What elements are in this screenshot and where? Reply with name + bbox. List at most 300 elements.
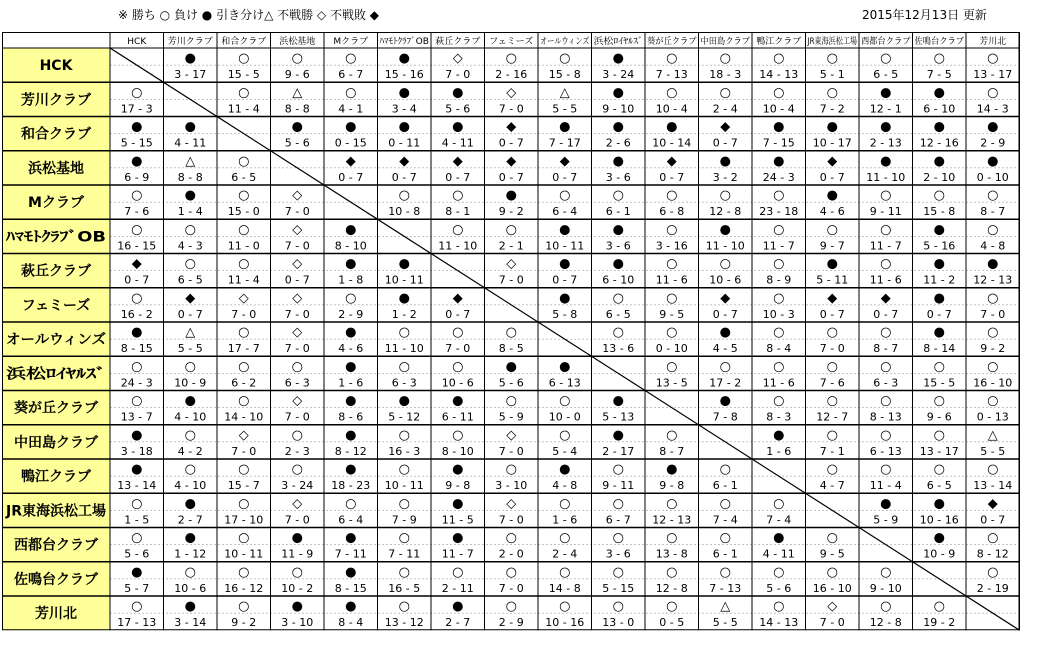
result-score: 6 - 5 (873, 68, 899, 81)
result-score: 5 - 6 (284, 136, 310, 150)
result-score: 6 - 11 (441, 410, 474, 424)
result-symbol: ○ (666, 599, 678, 614)
result-symbol: ○ (612, 564, 624, 580)
result-score: 7 - 0 (980, 307, 1006, 321)
result-symbol: ○ (987, 462, 999, 477)
team-name: 芳川北 (35, 606, 77, 623)
result-symbol: ○ (773, 599, 785, 614)
result-symbol: ○ (987, 393, 999, 409)
result-score: 11 - 5 (441, 513, 474, 527)
result-symbol: ◆ (666, 153, 677, 169)
result-score: 12 - 8 (709, 205, 742, 218)
result-score: 2 - 13 (869, 136, 902, 150)
column-header: JR東海浜松工場 (807, 37, 871, 47)
result-symbol: ○ (505, 564, 517, 580)
result-symbol: ○ (880, 599, 892, 614)
result-symbol: ○ (880, 188, 892, 203)
result-score: 10 - 11 (545, 239, 585, 253)
result-symbol: ○ (719, 256, 731, 272)
result-score: 7 - 0 (498, 513, 524, 527)
result-symbol: ○ (666, 530, 678, 546)
result-score: 13 - 6 (602, 342, 635, 355)
result-score: 13 - 17 (919, 444, 959, 458)
result-score: 7 - 0 (498, 444, 524, 458)
result-symbol: ○ (398, 325, 410, 340)
result-symbol: ● (612, 222, 624, 238)
result-score: 13 - 14 (973, 479, 1013, 492)
result-symbol: ○ (880, 564, 892, 580)
result-symbol: ○ (238, 153, 250, 169)
result-symbol: ◆ (452, 290, 463, 306)
result-symbol: ◆ (399, 153, 410, 169)
column-header: フェミーズ (489, 37, 534, 47)
result-score: 7 - 0 (819, 342, 845, 355)
result-score: 10 - 8 (388, 205, 421, 218)
result-symbol: ◆ (131, 256, 142, 272)
result-score: 14 - 10 (224, 410, 264, 424)
result-score: 11 - 0 (227, 239, 260, 253)
result-score: 8 - 3 (766, 410, 792, 424)
result-score: 5 - 13 (602, 410, 635, 424)
result-score: 2 - 9 (980, 136, 1006, 150)
result-symbol: ○ (184, 564, 196, 580)
result-score: 9 - 7 (819, 239, 845, 253)
result-symbol: ○ (612, 188, 624, 203)
result-symbol: ○ (131, 85, 143, 101)
result-symbol: ○ (880, 462, 892, 477)
result-score: 6 - 5 (177, 273, 203, 287)
result-score: 1 - 4 (177, 205, 203, 218)
result-symbol: ● (719, 153, 731, 169)
result-symbol: ○ (666, 51, 678, 66)
result-symbol: ○ (291, 564, 303, 580)
result-score: 8 - 8 (177, 170, 203, 184)
result-score: 5 - 16 (923, 239, 956, 253)
result-symbol: ● (452, 85, 464, 101)
result-score: 8 - 15 (334, 581, 367, 595)
result-score: 14 - 8 (548, 581, 581, 595)
result-symbol: ○ (773, 393, 785, 409)
result-symbol: △ (185, 325, 196, 340)
result-score: 5 - 12 (388, 410, 421, 424)
result-score: 0 - 7 (177, 307, 203, 321)
result-score: 11 - 10 (384, 342, 424, 355)
result-symbol: ○ (238, 599, 250, 614)
result-score: 3 - 6 (605, 239, 631, 253)
result-score: 6 - 1 (605, 205, 631, 218)
result-score: 7 - 13 (655, 68, 688, 81)
result-symbol: ○ (933, 427, 945, 443)
result-symbol: ● (773, 153, 785, 169)
result-score: 5 - 7 (124, 581, 150, 595)
result-score: 0 - 15 (334, 136, 367, 150)
result-symbol: ● (452, 462, 464, 477)
result-symbol: ● (505, 188, 517, 203)
result-symbol: ○ (505, 325, 517, 340)
result-symbol: ◇ (292, 290, 303, 306)
result-score: 0 - 7 (712, 136, 738, 150)
result-symbol: ○ (452, 564, 464, 580)
result-score: 10 - 11 (384, 273, 424, 287)
result-score: 2 - 9 (498, 616, 524, 629)
result-score: 2 - 17 (602, 444, 635, 458)
result-symbol: ● (666, 462, 678, 477)
result-symbol: ○ (826, 462, 838, 477)
result-symbol: ◇ (506, 85, 517, 101)
result-symbol: ● (933, 153, 945, 169)
result-score: 7 - 0 (284, 410, 310, 424)
result-symbol: ● (184, 393, 196, 409)
result-symbol: ● (184, 119, 196, 135)
result-symbol: ◇ (506, 496, 517, 512)
result-score: 24 - 3 (762, 170, 795, 184)
result-symbol: ○ (826, 530, 838, 546)
result-score: 17 - 3 (120, 102, 153, 116)
result-score: 9 - 6 (284, 68, 310, 81)
result-score: 23 - 18 (759, 205, 799, 218)
result-score: 5 - 4 (552, 444, 578, 458)
result-symbol: ○ (666, 496, 678, 512)
result-symbol: ○ (131, 496, 143, 512)
result-score: 2 - 1 (498, 239, 524, 253)
result-symbol: ○ (773, 496, 785, 512)
result-score: 8 - 9 (766, 273, 792, 287)
result-symbol: ○ (559, 496, 571, 512)
result-symbol: ● (933, 85, 945, 101)
result-score: 6 - 10 (923, 102, 956, 116)
result-score: 10 - 16 (919, 513, 959, 527)
result-score: 4 - 10 (174, 410, 207, 424)
column-header: 西都台クラブ (861, 37, 916, 47)
result-score: 3 - 16 (655, 239, 688, 253)
result-symbol: ○ (398, 427, 410, 443)
result-symbol: ○ (505, 222, 517, 238)
team-name: 鴨江クラブ (21, 469, 91, 486)
result-symbol: ○ (880, 427, 892, 443)
result-symbol: ◇ (238, 290, 249, 306)
result-symbol: ◆ (827, 290, 838, 306)
result-symbol: ○ (238, 393, 250, 409)
result-symbol: ○ (505, 462, 517, 477)
result-symbol: ● (826, 119, 838, 135)
result-score: 12 - 8 (655, 581, 688, 595)
result-score: 5 - 5 (552, 102, 578, 116)
result-score: 3 - 6 (605, 547, 631, 561)
result-symbol: ○ (238, 530, 250, 546)
result-symbol: ◆ (880, 290, 891, 306)
result-score: 7 - 1 (819, 444, 845, 458)
result-symbol: ○ (933, 462, 945, 477)
result-score: 7 - 6 (124, 205, 150, 218)
result-score: 9 - 8 (445, 479, 471, 492)
result-symbol: ● (719, 222, 731, 238)
result-score: 10 - 6 (441, 376, 474, 390)
result-score: 7 - 13 (709, 581, 742, 595)
result-symbol: ● (184, 496, 196, 512)
result-symbol: ● (826, 256, 838, 272)
result-symbol: ○ (559, 188, 571, 203)
result-score: 6 - 10 (602, 273, 635, 287)
result-score: 5 - 6 (766, 581, 792, 595)
result-symbol: ○ (398, 188, 410, 203)
result-score: 9 - 10 (869, 581, 902, 595)
result-score: 0 - 7 (712, 307, 738, 321)
result-symbol: ○ (131, 393, 143, 409)
result-symbol: ● (612, 85, 624, 101)
result-symbol: △ (185, 153, 196, 169)
result-score: 5 - 15 (120, 136, 153, 150)
result-score: 4 - 11 (441, 136, 474, 150)
result-symbol: ○ (826, 85, 838, 101)
result-score: 2 - 11 (441, 581, 474, 595)
result-symbol: ○ (345, 496, 357, 512)
team-name: Mクラブ (28, 195, 84, 212)
result-score: 9 - 6 (926, 410, 952, 424)
result-symbol: ● (826, 188, 838, 203)
result-score: 16 - 15 (117, 239, 157, 253)
result-score: 11 - 6 (762, 376, 795, 390)
result-symbol: ○ (666, 85, 678, 101)
result-score: 8 - 10 (334, 239, 367, 253)
result-symbol: ○ (291, 427, 303, 443)
result-symbol: ○ (666, 359, 678, 375)
result-symbol: △ (559, 85, 570, 101)
result-symbol: ● (559, 256, 571, 272)
result-symbol: ○ (238, 51, 250, 66)
result-score: 2 - 7 (177, 513, 203, 527)
result-symbol: ○ (826, 51, 838, 66)
column-header: 芳川クラブ (167, 37, 213, 47)
result-score: 4 - 6 (338, 342, 364, 355)
team-name: オールウィンズ (6, 332, 106, 349)
result-score: 6 - 13 (548, 376, 581, 390)
result-score: 5 - 11 (816, 273, 849, 287)
result-score: 8 - 7 (873, 342, 899, 355)
result-symbol: ● (933, 256, 945, 272)
result-score: 3 - 17 (174, 68, 207, 81)
result-symbol: ● (345, 222, 357, 238)
result-symbol: ○ (345, 51, 357, 66)
result-symbol: ● (452, 530, 464, 546)
result-symbol: ○ (398, 462, 410, 477)
result-score: 10 - 16 (545, 616, 585, 629)
result-symbol: ○ (826, 222, 838, 238)
result-score: 3 - 14 (174, 616, 207, 629)
result-symbol: ● (933, 530, 945, 546)
result-symbol: ○ (773, 290, 785, 306)
result-score: 4 - 3 (177, 239, 203, 253)
result-symbol: ○ (612, 290, 624, 306)
result-symbol: ● (773, 530, 785, 546)
result-score: 0 - 7 (552, 273, 578, 287)
result-symbol: ○ (933, 359, 945, 375)
result-score: 6 - 5 (605, 307, 631, 321)
result-symbol: ○ (666, 290, 678, 306)
result-score: 15 - 7 (227, 479, 260, 492)
result-score: 15 - 0 (227, 205, 260, 218)
column-header: 佐鳴台クラブ (914, 37, 969, 47)
result-score: 2 - 7 (445, 616, 471, 629)
result-score: 7 - 9 (391, 513, 417, 527)
result-score: 8 - 10 (441, 444, 474, 458)
team-name: 浜松基地 (28, 160, 84, 177)
result-symbol: ● (880, 85, 892, 101)
result-score: 15 - 8 (923, 205, 956, 218)
result-symbol: ● (880, 153, 892, 169)
result-symbol: ○ (880, 222, 892, 238)
result-score: 17 - 13 (117, 616, 157, 629)
result-score: 17 - 10 (224, 513, 264, 527)
result-score: 2 - 4 (552, 547, 578, 561)
result-symbol: ● (184, 188, 196, 203)
result-score: 1 - 2 (391, 307, 417, 321)
result-score: 5 - 6 (445, 102, 471, 116)
result-symbol: ○ (880, 393, 892, 409)
result-score: 10 - 9 (923, 547, 956, 561)
column-header: 和合クラブ (221, 37, 267, 47)
result-symbol: ● (559, 359, 571, 375)
result-score: 10 - 2 (281, 581, 314, 595)
result-score: 6 - 3 (873, 376, 899, 390)
result-symbol: ○ (238, 325, 250, 340)
column-header: オールウィンズ (540, 37, 603, 47)
result-score: 10 - 6 (174, 581, 207, 595)
result-score: 16 - 2 (120, 307, 153, 321)
result-score: 11 - 10 (438, 239, 478, 253)
result-score: 0 - 7 (659, 170, 685, 184)
result-symbol: ○ (987, 85, 999, 101)
result-score: 6 - 4 (552, 205, 578, 218)
result-score: 13 - 0 (602, 616, 635, 629)
result-symbol: ◇ (506, 256, 517, 272)
result-symbol: ● (773, 119, 785, 135)
result-score: 9 - 11 (602, 479, 635, 492)
result-symbol: ○ (826, 325, 838, 340)
result-score: 14 - 13 (759, 616, 799, 629)
result-symbol: ○ (880, 359, 892, 375)
result-symbol: ● (773, 427, 785, 443)
result-symbol: ○ (291, 462, 303, 477)
result-score: 11 - 4 (869, 479, 902, 492)
result-symbol: ○ (773, 359, 785, 375)
result-symbol: ○ (666, 325, 678, 340)
result-score: 9 - 2 (498, 205, 524, 218)
result-score: 1 - 12 (174, 547, 207, 561)
result-symbol: ○ (238, 85, 250, 101)
result-score: 5 - 6 (124, 547, 150, 561)
result-symbol: ● (291, 119, 303, 135)
result-score: 0 - 10 (976, 170, 1009, 184)
result-symbol: ○ (238, 496, 250, 512)
result-symbol: ● (933, 119, 945, 135)
result-symbol: ○ (345, 290, 357, 306)
result-symbol: ○ (238, 359, 250, 375)
result-score: 7 - 15 (762, 136, 795, 150)
result-score: 4 - 7 (819, 479, 845, 492)
team-name: JR東海浜松工場 (6, 503, 106, 520)
result-symbol: ● (345, 599, 357, 614)
result-symbol: ● (131, 462, 143, 477)
result-symbol: ● (398, 85, 410, 101)
result-score: 2 - 6 (605, 136, 631, 150)
result-score: 5 - 15 (602, 581, 635, 595)
result-score: 2 - 0 (498, 547, 524, 561)
result-symbol: ● (559, 119, 571, 135)
result-score: 5 - 5 (980, 444, 1006, 458)
result-score: 5 - 5 (177, 342, 203, 355)
result-score: 10 - 14 (652, 136, 692, 150)
result-symbol: ● (933, 325, 945, 340)
result-score: 10 - 4 (655, 102, 688, 116)
result-symbol: ● (398, 393, 410, 409)
result-symbol: ○ (987, 564, 999, 580)
result-score: 6 - 3 (391, 376, 417, 390)
column-header: 鴨江クラブ (756, 37, 802, 47)
team-name: 萩丘クラブ (21, 263, 91, 280)
result-score: 6 - 7 (338, 68, 364, 81)
result-symbol: ○ (987, 359, 999, 375)
result-score: 7 - 0 (284, 342, 310, 355)
result-score: 7 - 6 (819, 376, 845, 390)
column-header: 葵が丘クラブ (647, 37, 702, 47)
result-symbol: ● (880, 496, 892, 512)
result-symbol: ● (719, 393, 731, 409)
result-symbol: ○ (987, 188, 999, 203)
result-symbol: ○ (880, 256, 892, 272)
result-score: 10 - 4 (762, 102, 795, 116)
result-symbol: ◇ (238, 427, 249, 443)
result-symbol: ○ (452, 188, 464, 203)
result-score: 6 - 4 (338, 513, 364, 527)
result-symbol: ○ (773, 51, 785, 66)
result-symbol: ● (505, 359, 517, 375)
result-symbol: ○ (238, 222, 250, 238)
result-score: 3 - 2 (712, 170, 738, 184)
result-score: 16 - 5 (388, 581, 421, 595)
result-score: 7 - 0 (231, 444, 257, 458)
result-score: 1 - 6 (338, 376, 364, 390)
result-score: 11 - 7 (441, 547, 474, 561)
result-score: 24 - 3 (120, 376, 153, 390)
column-header: 萩丘クラブ (435, 37, 481, 47)
result-symbol: ● (131, 564, 143, 580)
result-score: 8 - 5 (498, 342, 524, 355)
result-symbol: ○ (719, 496, 731, 512)
result-symbol: ● (131, 325, 143, 340)
result-score: 12 - 13 (652, 513, 692, 527)
result-symbol: ○ (505, 393, 517, 409)
result-symbol: ○ (773, 564, 785, 580)
result-score: 13 - 17 (973, 68, 1013, 81)
result-symbol: ● (987, 119, 999, 135)
result-score: 6 - 5 (926, 479, 952, 492)
result-symbol: ● (559, 290, 571, 306)
result-symbol: ○ (880, 51, 892, 66)
result-symbol: ◇ (827, 599, 838, 614)
result-score: 2 - 9 (338, 307, 364, 321)
result-score: 13 - 7 (120, 410, 153, 424)
result-symbol: ● (131, 119, 143, 135)
result-symbol: ● (345, 359, 357, 375)
result-score: 3 - 24 (602, 68, 635, 81)
result-score: 15 - 8 (548, 68, 581, 81)
result-score: 8 - 13 (869, 410, 902, 424)
result-score: 8 - 4 (338, 616, 364, 629)
result-score: 11 - 10 (866, 170, 906, 184)
result-symbol: ○ (131, 222, 143, 238)
result-score: 1 - 8 (338, 273, 364, 287)
result-symbol: ◇ (292, 256, 303, 272)
